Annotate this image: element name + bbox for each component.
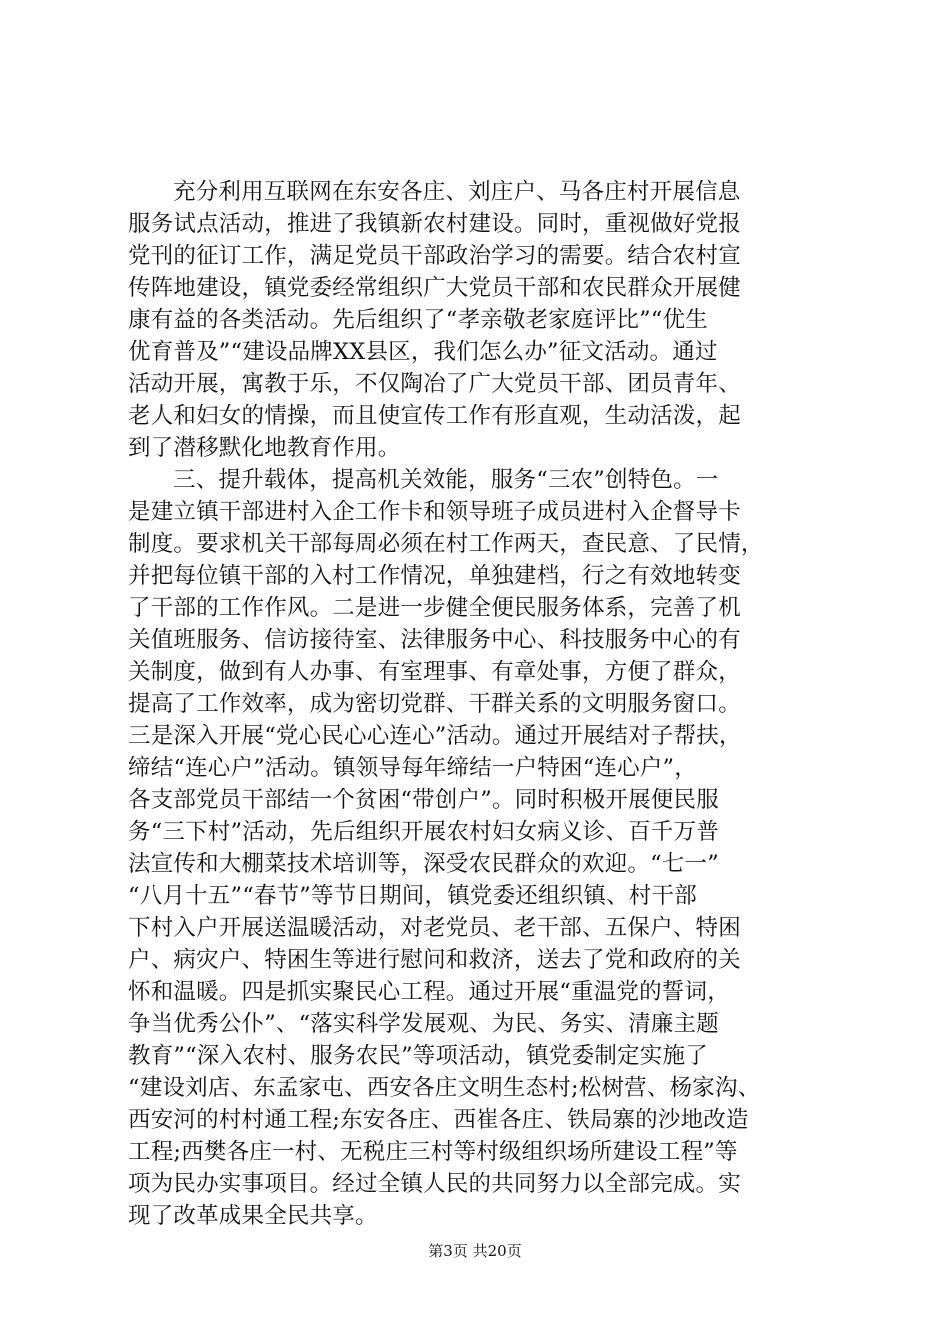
text-line: 并把每位镇干部的入村工作情况，单独建档，行之有效地转变 [128, 563, 741, 589]
text-line: 户、病灾户、特困生等进行慰问和救济，送去了党和政府的关 [128, 947, 741, 973]
document-body [128, 176, 854, 1232]
text-line: 西安河的村村通工程;东安各庄、西崔各庄、铁局寨的沙地改造 [128, 1107, 749, 1133]
text-line: 提高了工作效率，成为密切党群、干群关系的文明服务窗口。 [128, 691, 741, 717]
text-line: 是建立镇干部进村入企工作卡和领导班子成员进村入企督导卡 [128, 499, 741, 525]
text-line: 缔结“连心户”活动。镇领导每年缔结一户特困“连心户”， [128, 755, 697, 781]
text-line: 三、提升载体，提高机关效能，服务“三农”创特色。一 [173, 467, 719, 493]
text-line: 活动开展，寓教于乐，不仅陶冶了广大党员干部、团员青年、 [128, 371, 741, 397]
text-line: 争当优秀公仆”、“落实科学发展观、为民、务实、清廉主题 [128, 1011, 719, 1037]
text-line: 服务试点活动，推进了我镇新农村建设。同时，重视做好党报 [128, 211, 741, 237]
text-line: 三是深入开展“党心民心心连心”活动。通过开展结对子帮扶， [128, 723, 742, 749]
text-line: 党刊的征订工作，满足党员干部政治学习的需要。结合农村宣 [128, 243, 741, 269]
text-line: 制度。要求机关干部每周必须在村工作两天，查民意、了民情， [128, 531, 764, 557]
text-line: 教育”“深入农村、服务农民”等项活动，镇党委制定实施了 [128, 1043, 708, 1069]
text-line: 现了改革成果全民共享。 [128, 1203, 378, 1229]
text-line: 下村入户开展送温暖活动，对老党员、老干部、五保户、特困 [128, 915, 741, 941]
text-line: “八月十五”“春节”等节日期间，镇党委还组织镇、村干部 [128, 883, 697, 909]
text-line: 法宣传和大棚菜技术培训等，深受农民群众的欢迎。“七一” [128, 851, 719, 877]
text-line: 关制度，做到有人办事、有室理事、有章处事，方便了群众， [128, 659, 741, 685]
paragraph-2 [128, 464, 854, 1232]
text-line: 了干部的工作作风。二是进一步健全便民服务体系，完善了机 [128, 595, 741, 621]
text-line: 老人和妇女的情操，而且使宣传工作有形直观，生动活泼，起 [128, 403, 741, 429]
text-line: “建设刘店、东孟家屯、西安各庄文明生态村;松树营、杨家沟、 [128, 1075, 761, 1101]
text-line: 项为民办实事项目。经过全镇人民的共同努力以全部完成。实 [128, 1171, 741, 1197]
text-line: 务“三下村”活动，先后组织开展农村妇女病义诊、百千万普 [128, 819, 719, 845]
page-number: 第3页 共20页 [428, 1242, 522, 1260]
text-line: 康有益的各类活动。先后组织了“孝亲敬老家庭评比”“优生 [128, 307, 708, 333]
text-line: 关值班服务、信访接待室、法律服务中心、科技服务中心的有 [128, 627, 741, 653]
text-line: 怀和温暖。四是抓实聚民心工程。通过开展“重温党的誓词， [128, 979, 730, 1005]
text-line: 优育普及”“建设品牌XX县区，我们怎么办”征文活动。通过 [128, 339, 718, 365]
text-line: 充分利用互联网在东安各庄、刘庄户、马各庄村开展信息 [173, 179, 741, 205]
text-line: 工程;西樊各庄一村、无税庄三村等村级组织场所建设工程”等 [128, 1139, 738, 1165]
text-line: 到了潜移默化地教育作用。 [128, 435, 401, 461]
text-line: 各支部党员干部结一个贫困“带创户”。同时积极开展便民服 [128, 787, 719, 813]
text-line: 传阵地建设，镇党委经常组织广大党员干部和农民群众开展健 [128, 275, 741, 301]
paragraph-1 [128, 176, 854, 464]
